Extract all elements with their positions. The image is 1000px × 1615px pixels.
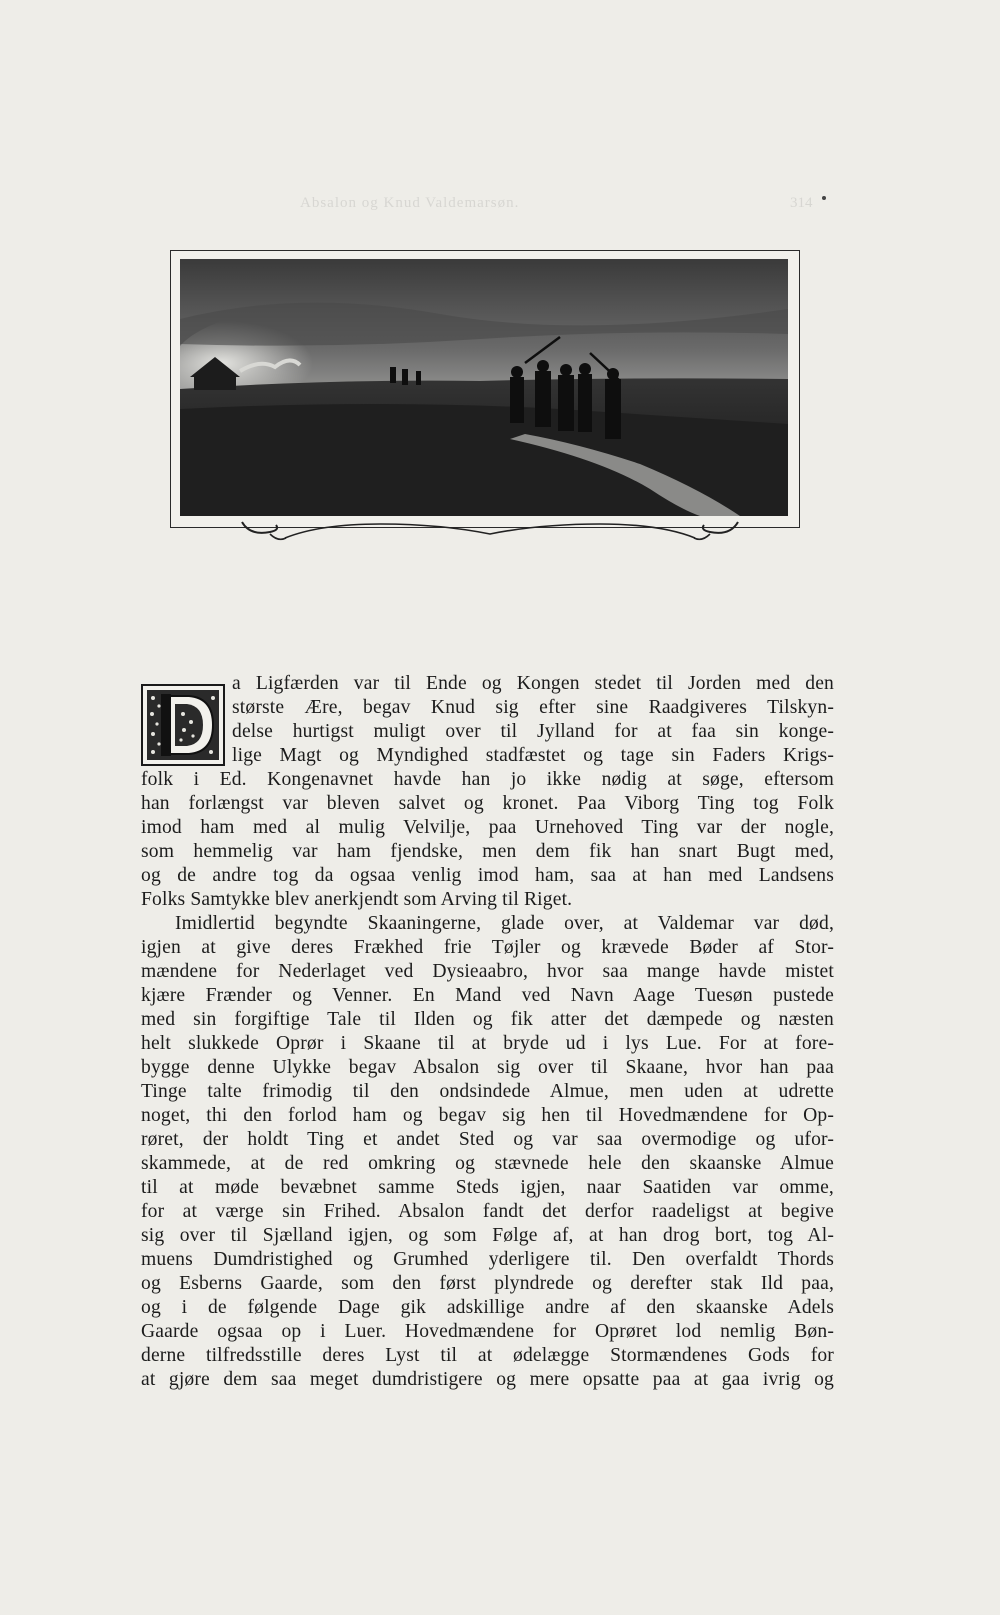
body-text-line: folk i Ed. Kongenavnet havde han jo ikke nødig at søge, eftersom [141, 769, 834, 790]
body-text-line: Folks Samtykke blev anerkjendt som Arving til Riget. [141, 889, 573, 910]
body-text-line: og de andre tog da ogsaa venlig imod ham, saa at han med Landsens [141, 865, 834, 886]
body-text-line: igjen at give deres Frækhed frie Tøjler og krævede Bøder af Stor- [141, 937, 834, 958]
scroll-ornament-icon [240, 520, 740, 546]
body-text-line: til at møde bevæbnet samme Steds igjen, naar Saatiden var omme, [141, 1177, 834, 1198]
body-text-line: lige Magt og Myndighed stadfæstet og tage sin Faders Krigs- [232, 745, 834, 766]
body-text-line: han forlængst var bleven salvet og kronet. Paa Viborg Ting tog Folk [141, 793, 834, 814]
body-text-line: skammede, at de red omkring og stævnede hele den skaanske Almue [141, 1153, 834, 1174]
body-text-line: Gaarde ogsaa op i Luer. Hovedmændene for Oprøret lod nemlig Bøn- [141, 1321, 834, 1342]
body-text-line: og i de følgende Dage gik adskillige andre af den skaanske Adels [141, 1297, 834, 1318]
body-text-line: noget, thi den forlod ham og begav sig hen til Hovedmændene for Op- [141, 1105, 834, 1126]
paper-speck [822, 196, 826, 200]
body-text-line: muens Dumdristighed og Grumhed yderligere til. Den overfaldt Thords [141, 1249, 834, 1270]
bleed-through-page-number: 314 [790, 195, 813, 211]
body-text-line: Imidlertid begyndte Skaaningerne, glade over, at Valdemar var død, [175, 913, 834, 934]
body-text-line: sig over til Sjælland igjen, og som Følge af, at han drog bort, tog Al- [141, 1225, 834, 1246]
body-text-line: største Ære, begav Knud sig efter sine Raadgiveres Tilskyn- [232, 697, 834, 718]
body-text-line: røret, der holdt Ting et andet Sted og var saa overmodige og ufor- [141, 1129, 834, 1150]
body-text-line: bygge denne Ulykke begav Absalon sig over til Skaane, hvor han paa [141, 1057, 834, 1078]
body-text-line: Tinge talte frimodig til den ondsindede Almue, men uden at udrette [141, 1081, 834, 1102]
body-text-line: a Ligfærden var til Ende og Kongen stedet til Jorden med den [232, 673, 834, 694]
body-text-line: kjære Frænder og Venner. En Mand ved Navn Aage Tuesøn pustede [141, 985, 834, 1006]
drop-cap-d-icon [141, 684, 225, 766]
body-text-line: mændene for Nederlaget ved Dysieaabro, hvor saa mange havde mistet [141, 961, 834, 982]
landscape-engraving-icon [180, 259, 788, 516]
body-text-line: som hemmelig var ham fjendske, men dem fik han snart Bugt med, [141, 841, 834, 862]
body-text-line: for at værge sin Frihed. Absalon fandt det derfor raadeligst at begive [141, 1201, 834, 1222]
body-text-line: derne tilfredsstille deres Lyst til at ødelægge Stormændenes Gods for [141, 1345, 834, 1366]
bleed-through-header: Absalon og Knud Valdemarsøn. [300, 195, 520, 211]
body-text-line: med sin forgiftige Tale til Ilden og fik atter det dæmpede og næsten [141, 1009, 834, 1030]
body-text-line: imod ham med al mulig Velvilje, paa Urnehoved Ting var der nogle, [141, 817, 834, 838]
body-text-line: delse hurtigst muligt over til Jylland for at faa sin konge- [232, 721, 834, 742]
body-text-line: helt slukkede Oprør i Skaane til at bryde ud i lys Lue. For at fore- [141, 1033, 834, 1054]
body-text-line: at gjøre dem saa meget dumdristigere og mere opsatte paa at gaa ivrig og [141, 1369, 834, 1390]
body-text-line: og Esberns Gaarde, som den først plyndrede og derefter stak Ild paa, [141, 1273, 834, 1294]
